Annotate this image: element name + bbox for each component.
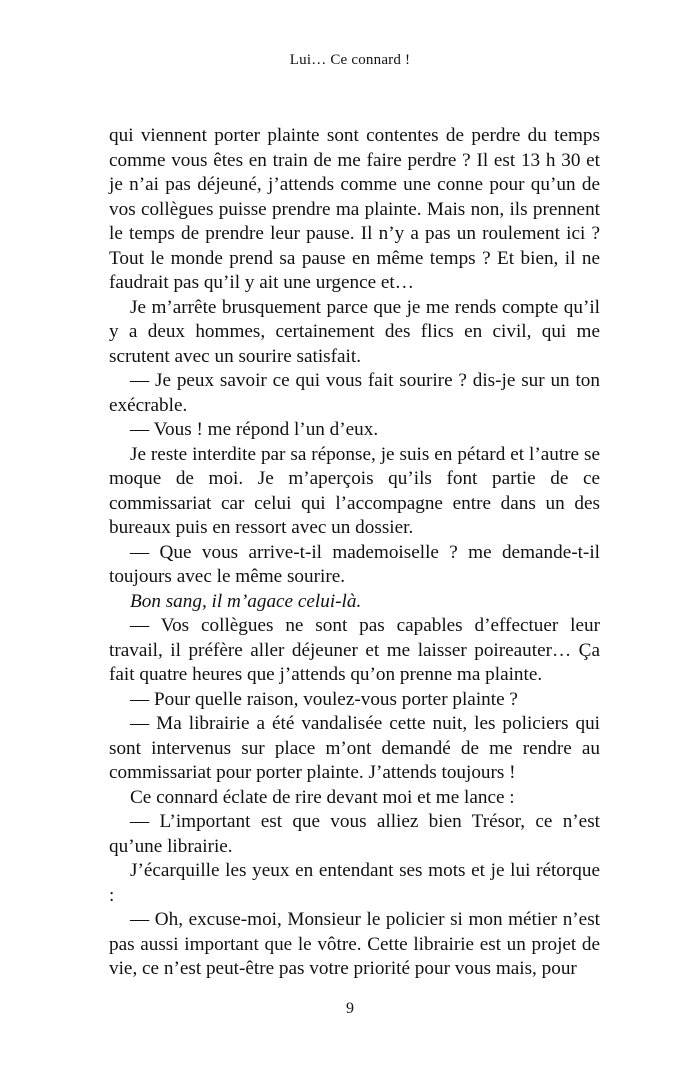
paragraph-12: — L’important est que vous alliez bien Trésor, ce n’est qu’une librairie.	[109, 811, 600, 857]
paragraph-6: — Que vous arrive-t-il mademoiselle ? me demande-t-il toujours avec le même sourire.	[109, 541, 600, 587]
paragraph-2: Je m’arrête brusquement parce que je me rends compte qu’il y a deux hommes, certainement des flics en civil, qui me scrutent avec un sourire satisfait.	[109, 296, 600, 367]
paragraph-4: — Vous ! me répond l’un d’eux.	[130, 419, 379, 440]
paragraph-7-italic-thought: Bon sang, il m’agace celui-là.	[130, 590, 362, 612]
paragraph-14: — Oh, excuse-moi, Monsieur le policier si mon métier n’est pas aussi important que le vôtre. Cette librairie est un projet de vie, ce n’est peut-être pas votre priorité pour vous mais, pour	[109, 909, 600, 979]
paragraph-11: Ce connard éclate de rire devant moi et me lance :	[130, 786, 515, 808]
paragraph-13: J’écarquille les yeux en entendant ses mots et je lui rétorque :	[109, 860, 600, 906]
paragraph-9: — Pour quelle raison, voulez-vous porter plainte ?	[130, 688, 518, 710]
body-text	[109, 124, 600, 982]
page-number: 9	[346, 1000, 354, 1017]
paragraph-10: — Ma librairie a été vandalisée cette nuit, les policiers qui sont intervenus sur place m’ont demandé de me rendre au commissariat pour porter plainte. J’attends toujours !	[109, 713, 600, 783]
running-title: Lui… Ce connard !	[289, 52, 411, 68]
paragraph-8: — Vos collègues ne sont pas capables d’effectuer leur travail, il préfère aller déjeuner et me laisser poireauter… Ça fait quatre heures que j’attends qu’on prenne ma plainte.	[109, 615, 600, 685]
paragraph-5: Je reste interdite par sa réponse, je suis en pétard et l’autre se moque de moi. Je m’aperçois qu’ils font partie de ce commissariat car celui qui l’accompagne entre dans un des bureaux puis en ressort avec un dossier.	[109, 443, 600, 538]
paragraph-1: qui viennent porter plainte sont contentes de perdre du temps comme vous êtes en train de me faire perdre ? Il est 13 h 30 et je n’ai pas déjeuné, j’attends comme une conne pour qu’un de vos collègues puisse prendre ma plainte. Mais non, ils prennent le temps de prendre leur pause. Il n’y a pas un roulement ici ? Tout le monde prend sa pause en même temps ? Et bien, il ne faudrait pas qu’il y ait une urgence et…	[109, 125, 600, 293]
paragraph-3: — Je peux savoir ce qui vous fait sourire ? dis-je sur un ton exécrable.	[109, 370, 600, 416]
